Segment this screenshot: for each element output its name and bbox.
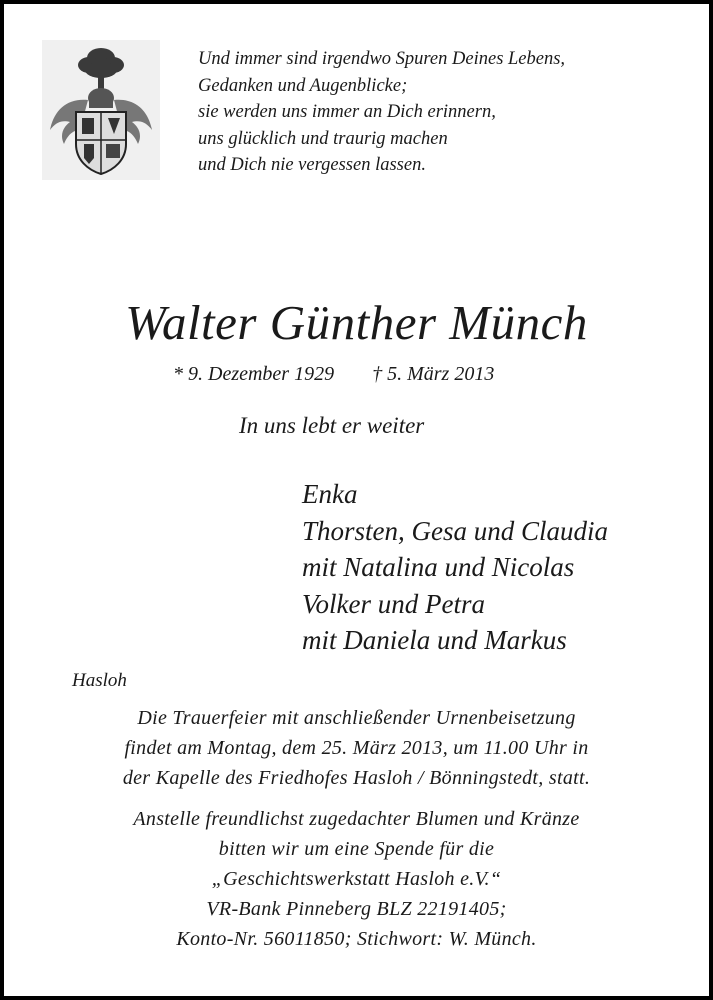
poem-line: sie werden uns immer an Dich erinnern,	[198, 102, 496, 122]
funeral-ceremony-info	[0, 703, 713, 793]
life-dates	[173, 360, 494, 388]
poem-line: und Dich nie vergessen lassen.	[198, 155, 426, 175]
poem-line: Gedanken und Augenblicke;	[198, 75, 408, 96]
ceremony-line: Die Trauerfeier mit anschließender Urnenbeisetzung	[137, 707, 576, 729]
mourner-entry: Enka	[302, 479, 358, 509]
donation-line: VR-Bank Pinneberg BLZ 22191405;	[206, 898, 507, 920]
place-name: Hasloh	[72, 670, 127, 691]
donation-info	[0, 804, 713, 954]
coat-of-arms-icon	[42, 40, 160, 180]
mourners-list	[302, 476, 608, 659]
mourner-entry: Volker und Petra	[302, 588, 485, 619]
mourner-entry: Thorsten, Gesa und Claudia	[302, 515, 609, 546]
mourner-entry: mit Daniela und Markus	[302, 625, 567, 655]
memorial-poem	[198, 46, 565, 179]
death-date: † 5. März 2013	[372, 363, 495, 385]
poem-line: Und immer sind irgendwo Spuren Deines Lebens,	[198, 49, 566, 69]
deceased-name: Walter Günther Münch	[125, 295, 588, 350]
mourner-entry: mit Natalina und Nicolas	[302, 552, 575, 582]
donation-line: „Geschichtswerkstatt Hasloh e.V.“	[211, 868, 502, 890]
poem-line: uns glücklich und traurig machen	[198, 128, 448, 149]
birth-date: * 9. Dezember 1929	[173, 363, 335, 385]
ceremony-line: findet am Montag, dem 25. März 2013, um 11.00 Uhr in	[124, 737, 589, 759]
donation-line: bitten wir um eine Spende für die	[218, 838, 495, 860]
donation-line: Anstelle freundlichst zugedachter Blumen und Kränze	[133, 808, 580, 830]
donation-line: Konto-Nr. 56011850; Stichwort: W. Münch.	[176, 928, 537, 950]
motto: In uns lebt er weiter	[239, 413, 425, 438]
ceremony-line: der Kapelle des Friedhofes Hasloh / Bönningstedt, statt.	[122, 767, 591, 789]
